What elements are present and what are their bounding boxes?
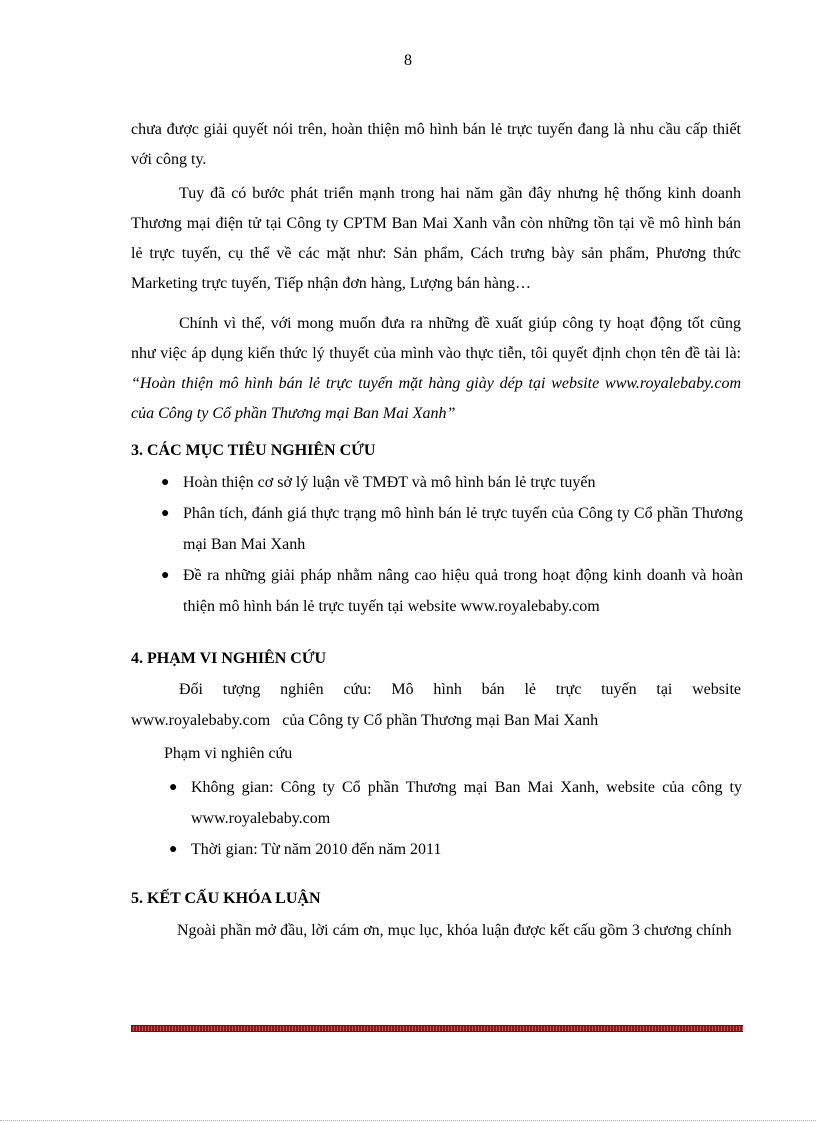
list-item — [139, 834, 742, 865]
intro-paragraph-3 — [131, 309, 741, 429]
research-scope-label: Phạm vi nghiên cứu — [164, 745, 293, 762]
thesis-title: “Hoàn thiện mô hình bán lẻ trực tuyến mặt hàng giày dép tại website www.royalebaby.com của Công ty Cổ phần Thương mại Ban Mai Xanh” — [131, 375, 741, 422]
page-number: 8 — [404, 52, 412, 69]
list-item — [131, 467, 743, 498]
bullet-icon: ● — [161, 506, 170, 521]
bullet-icon: ● — [161, 475, 170, 490]
intro-paragraph-2: Tuy đã có bước phát triển mạnh trong hai năm gần đây nhưng hệ thống kinh doanh Thương mại điện tử tại Công ty CPTM Ban Mai Xanh vẫn còn những tồn tại về mô hình bán lẻ trực tuyến, cụ thể về các mặt như: Sản phẩm, Cách trưng bày sản phẩm, Phương thức Marketing trực tuyến, Tiếp nhận đơn hàng, Lượng bán hàng… — [131, 185, 741, 292]
list-item — [131, 498, 743, 560]
bullet-icon: ● — [169, 780, 178, 795]
page-bottom-border — [0, 1120, 816, 1121]
intro-paragraph-3-lead: Chính vì thế, với mong muốn đưa ra những đề xuất giúp công ty hoạt động tốt cũng như việc áp dụng kiến thức lý thuyết của mình vào thực tiễn, tôi quyết định chọn tên đề tài là: — [131, 315, 741, 362]
bullet-icon: ● — [161, 568, 170, 583]
list-item-text: Hoàn thiện cơ sở lý luận về TMĐT và mô hình bán lẻ trực tuyến — [183, 474, 596, 491]
section-5-paragraph: Ngoài phần mở đầu, lời cám ơn, mục lục, khóa luận được kết cấu gồm 3 chương chính — [177, 922, 732, 939]
list-item — [139, 772, 742, 834]
footer-rule — [131, 1025, 743, 1032]
list-item-text: Đề ra những giải pháp nhằm nâng cao hiệu quả trong hoạt động kinh doanh và hoàn thiện mô hình bán lẻ trực tuyến tại website www.royalebaby.com — [183, 567, 743, 615]
intro-paragraph-1: chưa được giải quyết nói trên, hoàn thiện mô hình bán lẻ trực tuyến đang là nhu cầu cấp thiết với công ty. — [131, 121, 741, 168]
section-5-heading: 5. KẾT CẤU KHÓA LUẬN — [131, 890, 321, 907]
section-3-objectives-list — [131, 467, 743, 622]
list-item-text: Không gian: Công ty Cổ phần Thương mại Ban Mai Xanh, website của công ty www.royalebaby.com — [191, 779, 742, 827]
list-item-text: Phân tích, đánh giá thực trạng mô hình bán lẻ trực tuyến của Công ty Cổ phần Thương mại Ban Mai Xanh — [183, 505, 743, 553]
section-4-heading: 4. PHẠM VI NGHIÊN CỨU — [131, 650, 327, 667]
bullet-icon: ● — [169, 842, 178, 857]
research-object-line-2: www.royalebaby.com của Công ty Cổ phần Thương mại Ban Mai Xanh — [131, 712, 599, 729]
section-4-scope-list — [139, 772, 742, 865]
list-item-text: Thời gian: Từ năm 2010 đến năm 2011 — [191, 841, 442, 858]
section-3-heading: 3. CÁC MỤC TIÊU NGHIÊN CỨU — [131, 442, 376, 459]
research-object-line-1: Đối tượng nghiên cứu: Mô hình bán lẻ trực tuyến tại website — [179, 681, 741, 698]
list-item — [131, 560, 743, 622]
